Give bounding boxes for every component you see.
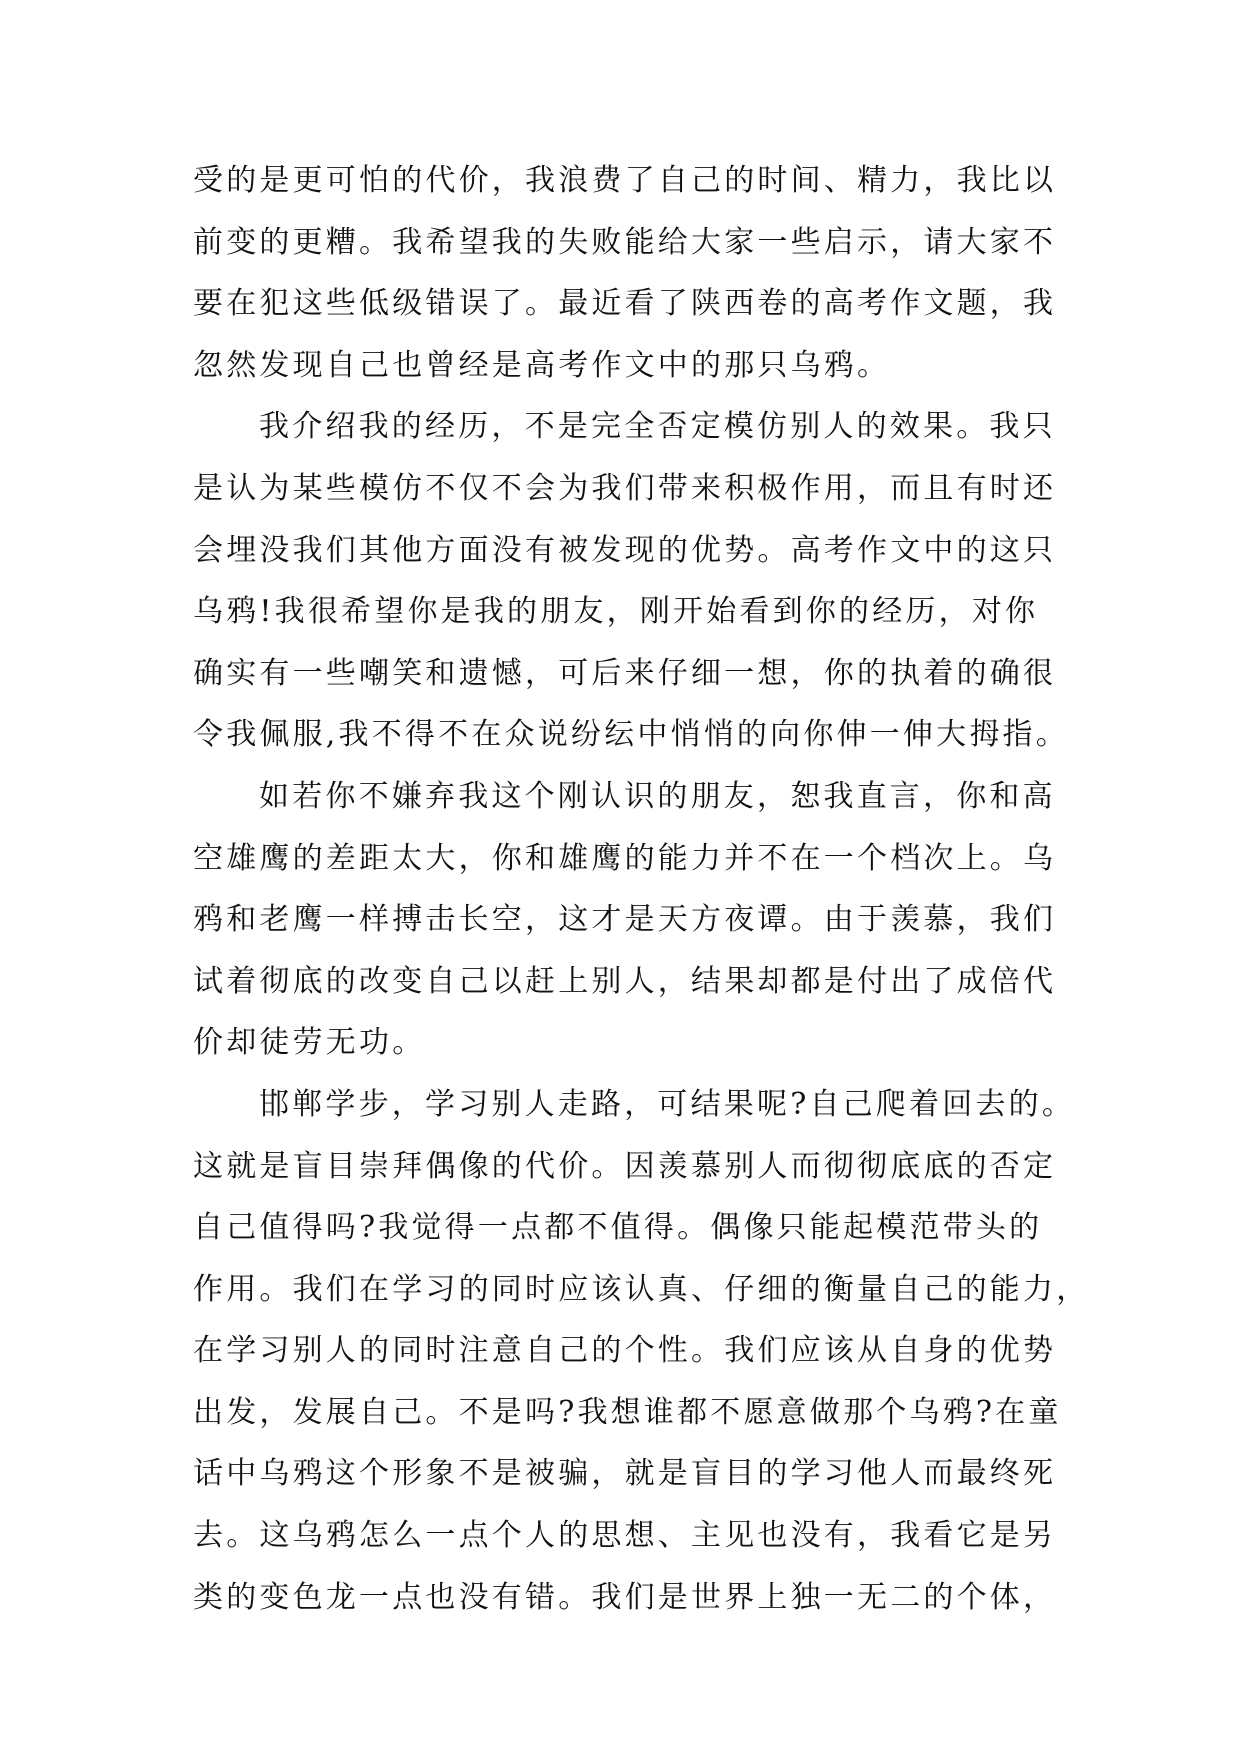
text-line: 价却徒劳无功。 [193, 1025, 426, 1061]
text-line: 会埋没我们其他方面没有被发现的优势。高考作文中的这只 [193, 532, 1057, 568]
text-line: 是认为某些模仿不仅不会为我们带来积极作用，而且有时还 [193, 470, 1057, 506]
text-line: 出发，发展自己。不是吗?我想谁都不愿意做那个乌鸦?在童 [193, 1394, 1062, 1430]
text-line: 要在犯这些低级错误了。最近看了陕西卷的高考作文题，我 [193, 286, 1057, 322]
text-line: 受的是更可怕的代价，我浪费了自己的时间、精力，我比以 [193, 163, 1057, 198]
text-line: 令我佩服,我不得不在众说纷纭中悄悄的向你伸一伸大拇指。 [193, 717, 1069, 753]
text-line: 在学习别人的同时注意自己的个性。我们应该从自身的优势 [193, 1333, 1057, 1369]
text-line: 话中乌鸦这个形象不是被骗，就是盲目的学习他人而最终死 [193, 1456, 1057, 1492]
text-line: 鸦和老鹰一样搏击长空，这才是天方夜谭。由于羡慕，我们 [193, 902, 1057, 938]
paragraph-first-line: 我介绍我的经历，不是完全否定模仿别人的效果。我只 [259, 409, 1056, 445]
text-line: 去。这乌鸦怎么一点个人的思想、主见也没有，我看它是另 [193, 1518, 1057, 1554]
text-line: 这就是盲目崇拜偶像的代价。因羡慕别人而彻彻底底的否定 [193, 1148, 1057, 1184]
text-line: 前变的更糟。我希望我的失败能给大家一些启示，请大家不 [193, 224, 1057, 260]
essay-body [193, 150, 1093, 1628]
text-line: 类的变色龙一点也没有错。我们是世界上独一无二的个体， [193, 1579, 1057, 1615]
text-line: 空雄鹰的差距太大，你和雄鹰的能力并不在一个档次上。乌 [193, 840, 1057, 876]
text-line: 试着彻底的改变自己以赶上别人，结果却都是付出了成倍代 [193, 963, 1057, 999]
paragraph-first-line: 邯郸学步，学习别人走路，可结果呢?自己爬着回去的。 [259, 1086, 1076, 1122]
text-line: 乌鸦!我很希望你是我的朋友，刚开始看到你的经历，对你 [193, 594, 1039, 630]
text-line: 自己值得吗?我觉得一点都不值得。偶像只能起模范带头的 [193, 1210, 1043, 1246]
text-line: 确实有一些嘲笑和遗憾，可后来仔细一想，你的执着的确很 [193, 655, 1057, 691]
text-line: 忽然发现自己也曾经是高考作文中的那只乌鸦。 [193, 347, 891, 383]
paragraph-first-line: 如若你不嫌弃我这个刚认识的朋友，恕我直言，你和高 [259, 778, 1056, 814]
text-line: 作用。我们在学习的同时应该认真、仔细的衡量自己的能力， [193, 1271, 1090, 1307]
